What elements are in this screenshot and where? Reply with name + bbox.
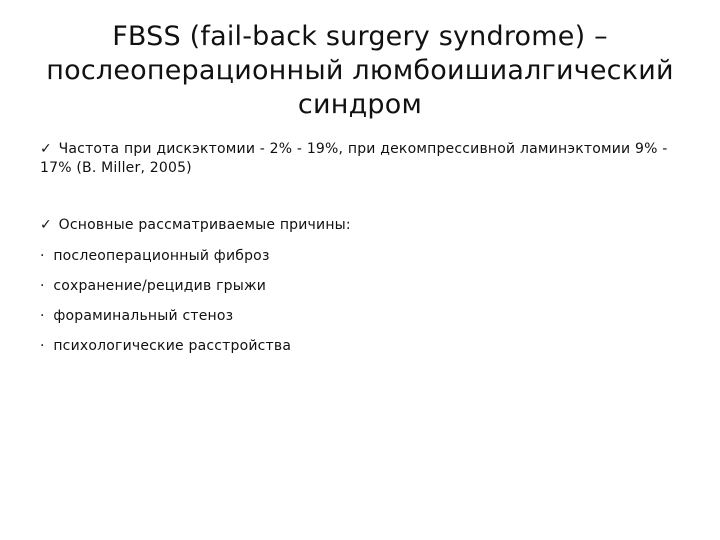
- reasons-heading-text: Основные рассматриваемые причины:: [58, 217, 351, 233]
- checkmark-icon: ✓: [40, 217, 52, 233]
- title-line-1: FBSS (fail-back surgery syndrome) –: [112, 21, 608, 52]
- list-item-text: психологические расстройства: [53, 338, 292, 354]
- list-item-text: послеоперационный фиброз: [53, 248, 270, 264]
- list-item-text: сохранение/рецидив грыжи: [53, 278, 267, 294]
- bullet-icon: ·: [40, 248, 45, 264]
- bullet-icon: ·: [40, 338, 45, 354]
- frequency-paragraph: [40, 140, 700, 178]
- reasons-heading: [40, 216, 700, 235]
- list-item-text: фораминальный стеноз: [53, 308, 234, 324]
- title-line-3: синдром: [297, 89, 423, 120]
- frequency-text: Частота при дискэктомии - 2% - 19%, при декомпрессивной ламинэктомии 9% - 17% (B. Miller, 2005): [40, 141, 668, 176]
- slide-title: [20, 20, 700, 122]
- bullet-icon: ·: [40, 278, 45, 294]
- list-item: [40, 247, 700, 266]
- list-item: [40, 277, 700, 296]
- title-line-2: послеоперационный люмбоишиалгический: [46, 55, 674, 86]
- checkmark-icon: ✓: [40, 141, 52, 157]
- bullet-icon: ·: [40, 308, 45, 324]
- list-item: [40, 307, 700, 326]
- slide-body: [40, 140, 700, 356]
- list-item: [40, 337, 700, 356]
